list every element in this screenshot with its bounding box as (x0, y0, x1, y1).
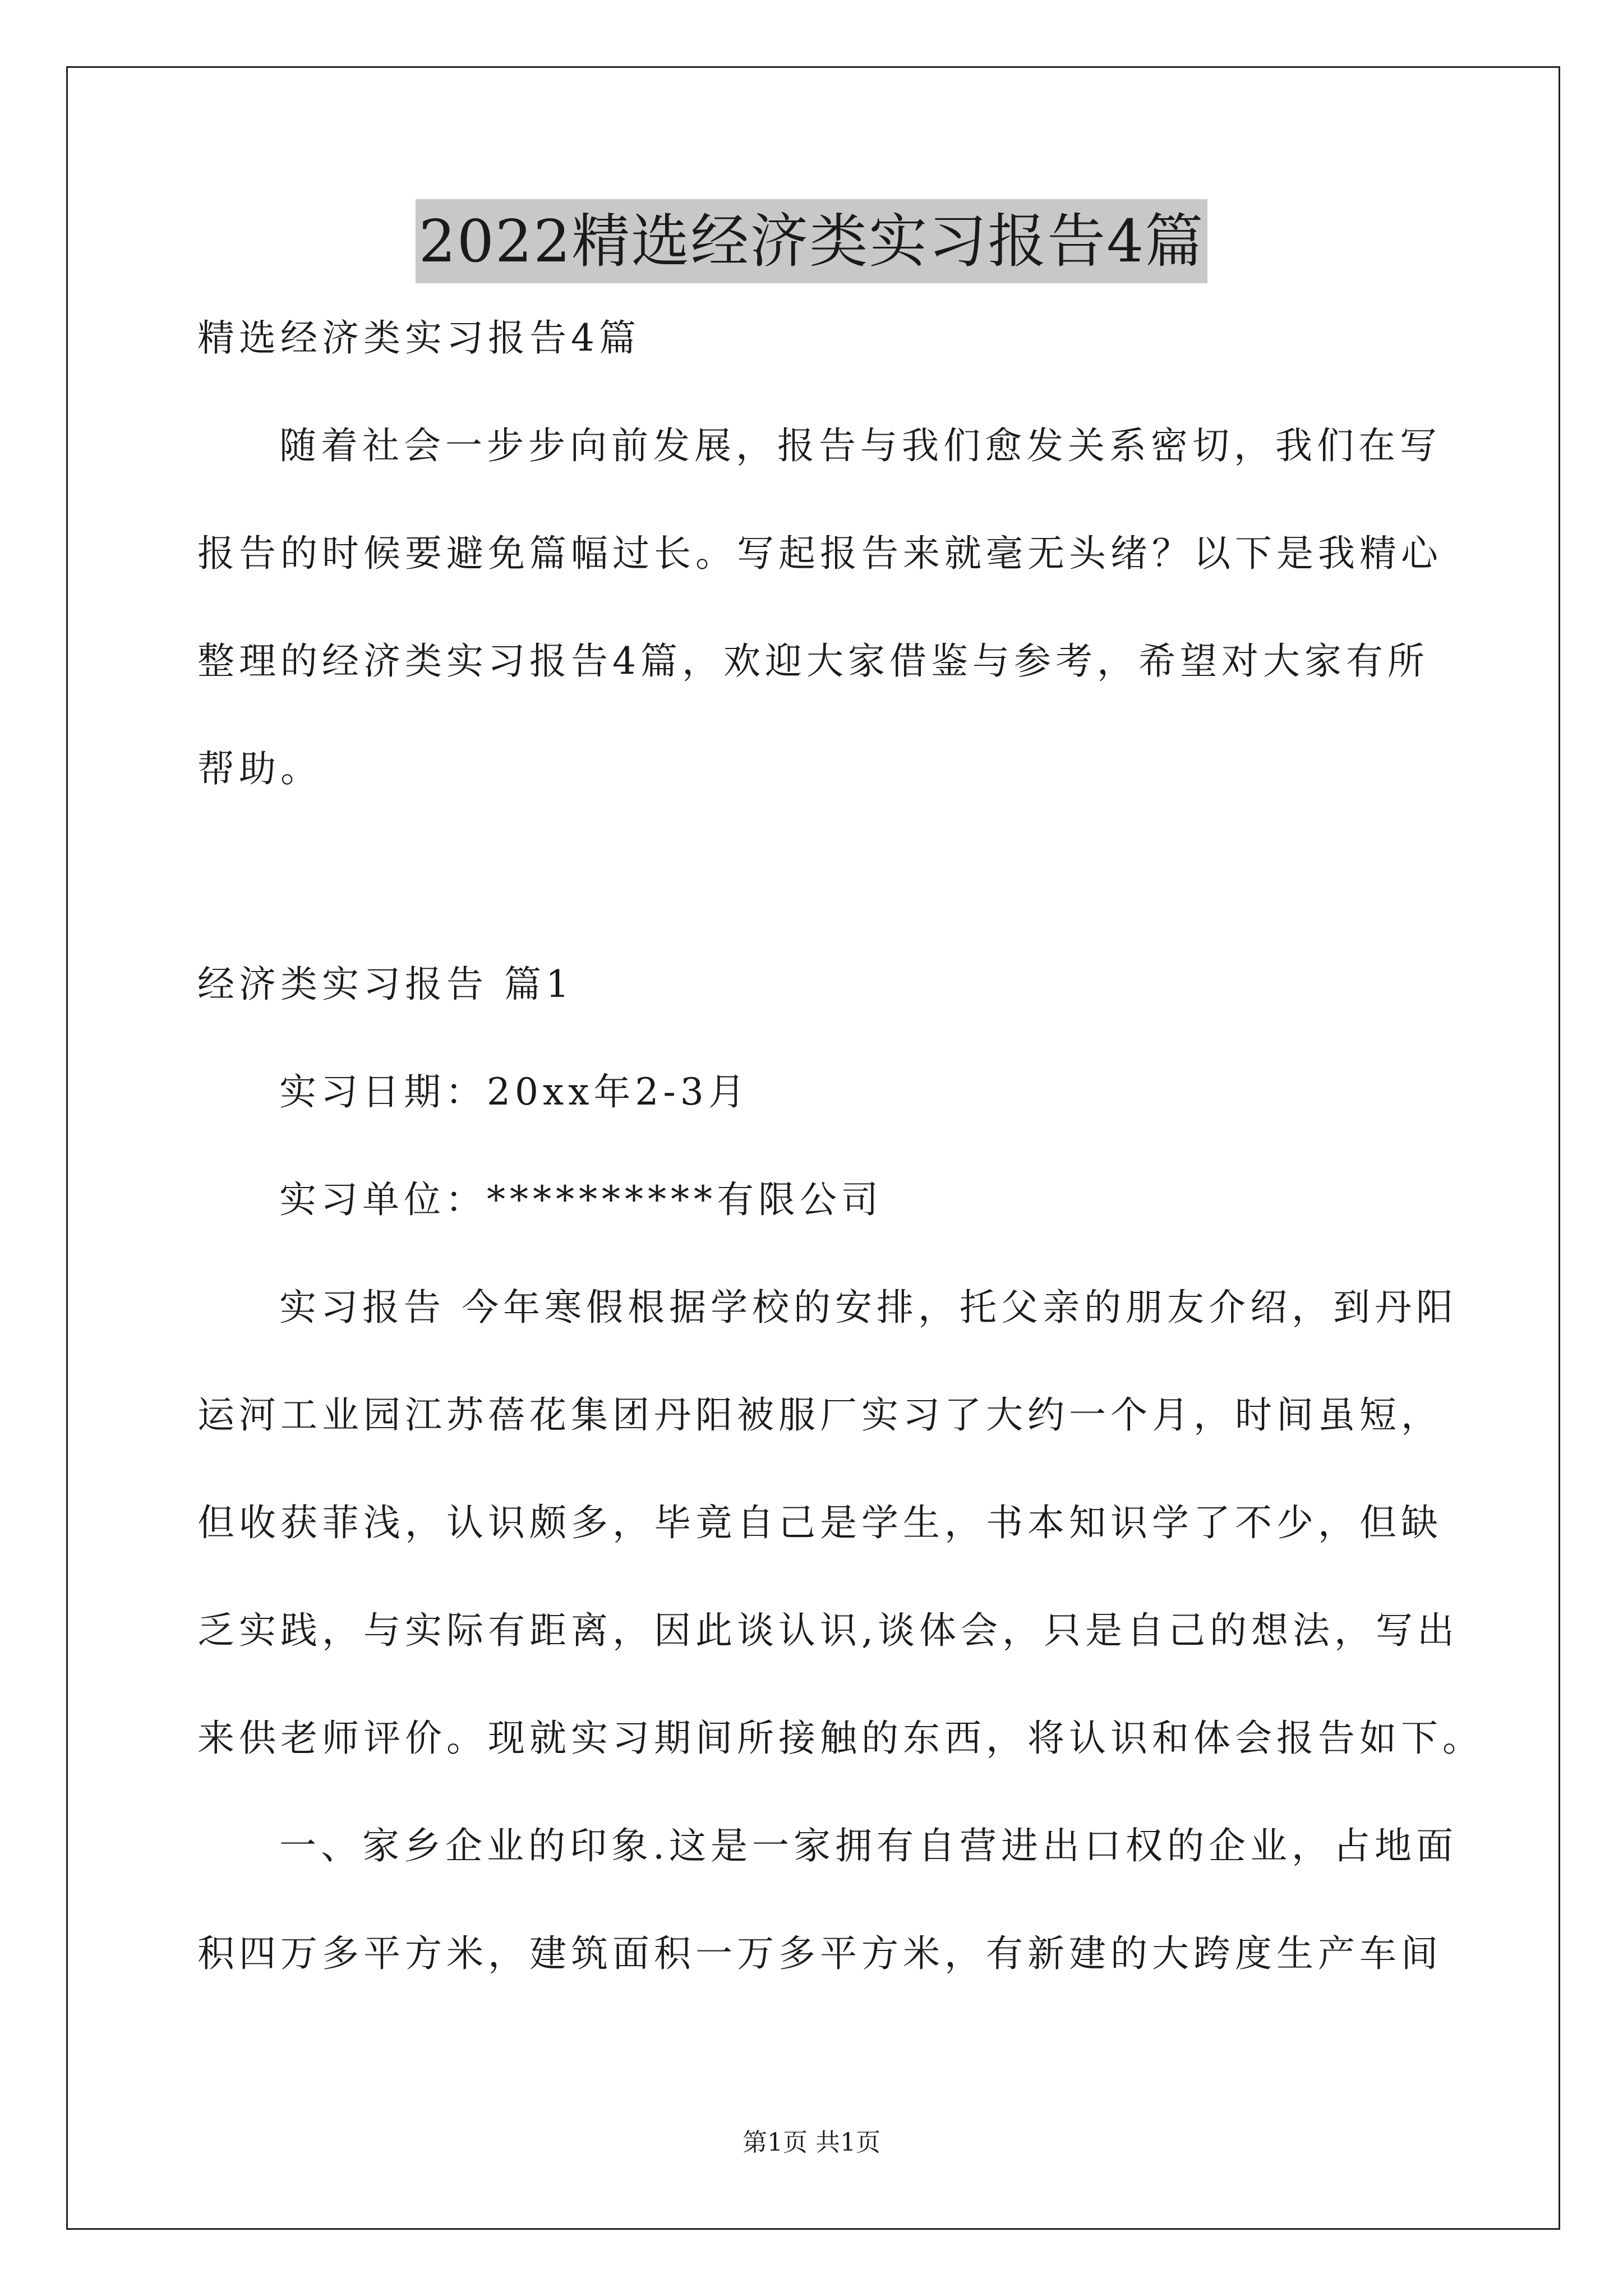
title-container (0, 199, 1623, 283)
document-title: 2022精选经济类实习报告4篇 (416, 199, 1208, 283)
report-line: 运河工业园江苏蓓花集团丹阳被服厂实习了大约一个月，时间虽短， (197, 1393, 1442, 1437)
intro-line: 报告的时候要避免篇幅过长。写起报告来就毫无头绪？以下是我精心 (197, 532, 1442, 575)
report-line: 但收获菲浅，认识颇多，毕竟自己是学生，书本知识学了不少，但缺 (197, 1501, 1442, 1544)
intro-line: 随着社会一步步向前发展，报告与我们愈发关系密切，我们在写 (279, 424, 1441, 467)
page-footer: 第1页 共1页 (743, 2128, 880, 2157)
intro-line: 帮助。 (197, 747, 322, 790)
document-subtitle: 精选经济类实习报告4篇 (197, 316, 640, 360)
internship-unit: 实习单位：**********有限公司 (279, 1178, 883, 1221)
report-paragraph (197, 1281, 1484, 1765)
report-line: 来供老师评价。现就实习期间所接触的东西，将认识和体会报告如下。 (197, 1717, 1484, 1760)
internship-date: 实习日期：20xx年2-3月 (279, 1070, 750, 1114)
section-one-paragraph (197, 1819, 1458, 1981)
intro-paragraph (197, 419, 1454, 796)
section-one-line: 一、家乡企业的印象.这是一家拥有自营进出口权的企业，占地面 (279, 1824, 1458, 1867)
document-body (197, 311, 1484, 2035)
section-spacer (197, 850, 1454, 958)
report-line: 实习报告 今年寒假根据学校的安排，托父亲的朋友介绍，到丹阳 (279, 1286, 1458, 1329)
section-heading: 经济类实习报告 篇1 (197, 963, 574, 1006)
intro-line: 整理的经济类实习报告4篇，欢迎大家借鉴与参考，希望对大家有所 (197, 639, 1429, 683)
report-line: 乏实践，与实际有距离，因此谈认识,谈体会，只是自己的想法，写出 (197, 1609, 1459, 1652)
section-one-line: 积四万多平方米，建筑面积一万多平方米，有新建的大跨度生产车间 (197, 1932, 1442, 1975)
